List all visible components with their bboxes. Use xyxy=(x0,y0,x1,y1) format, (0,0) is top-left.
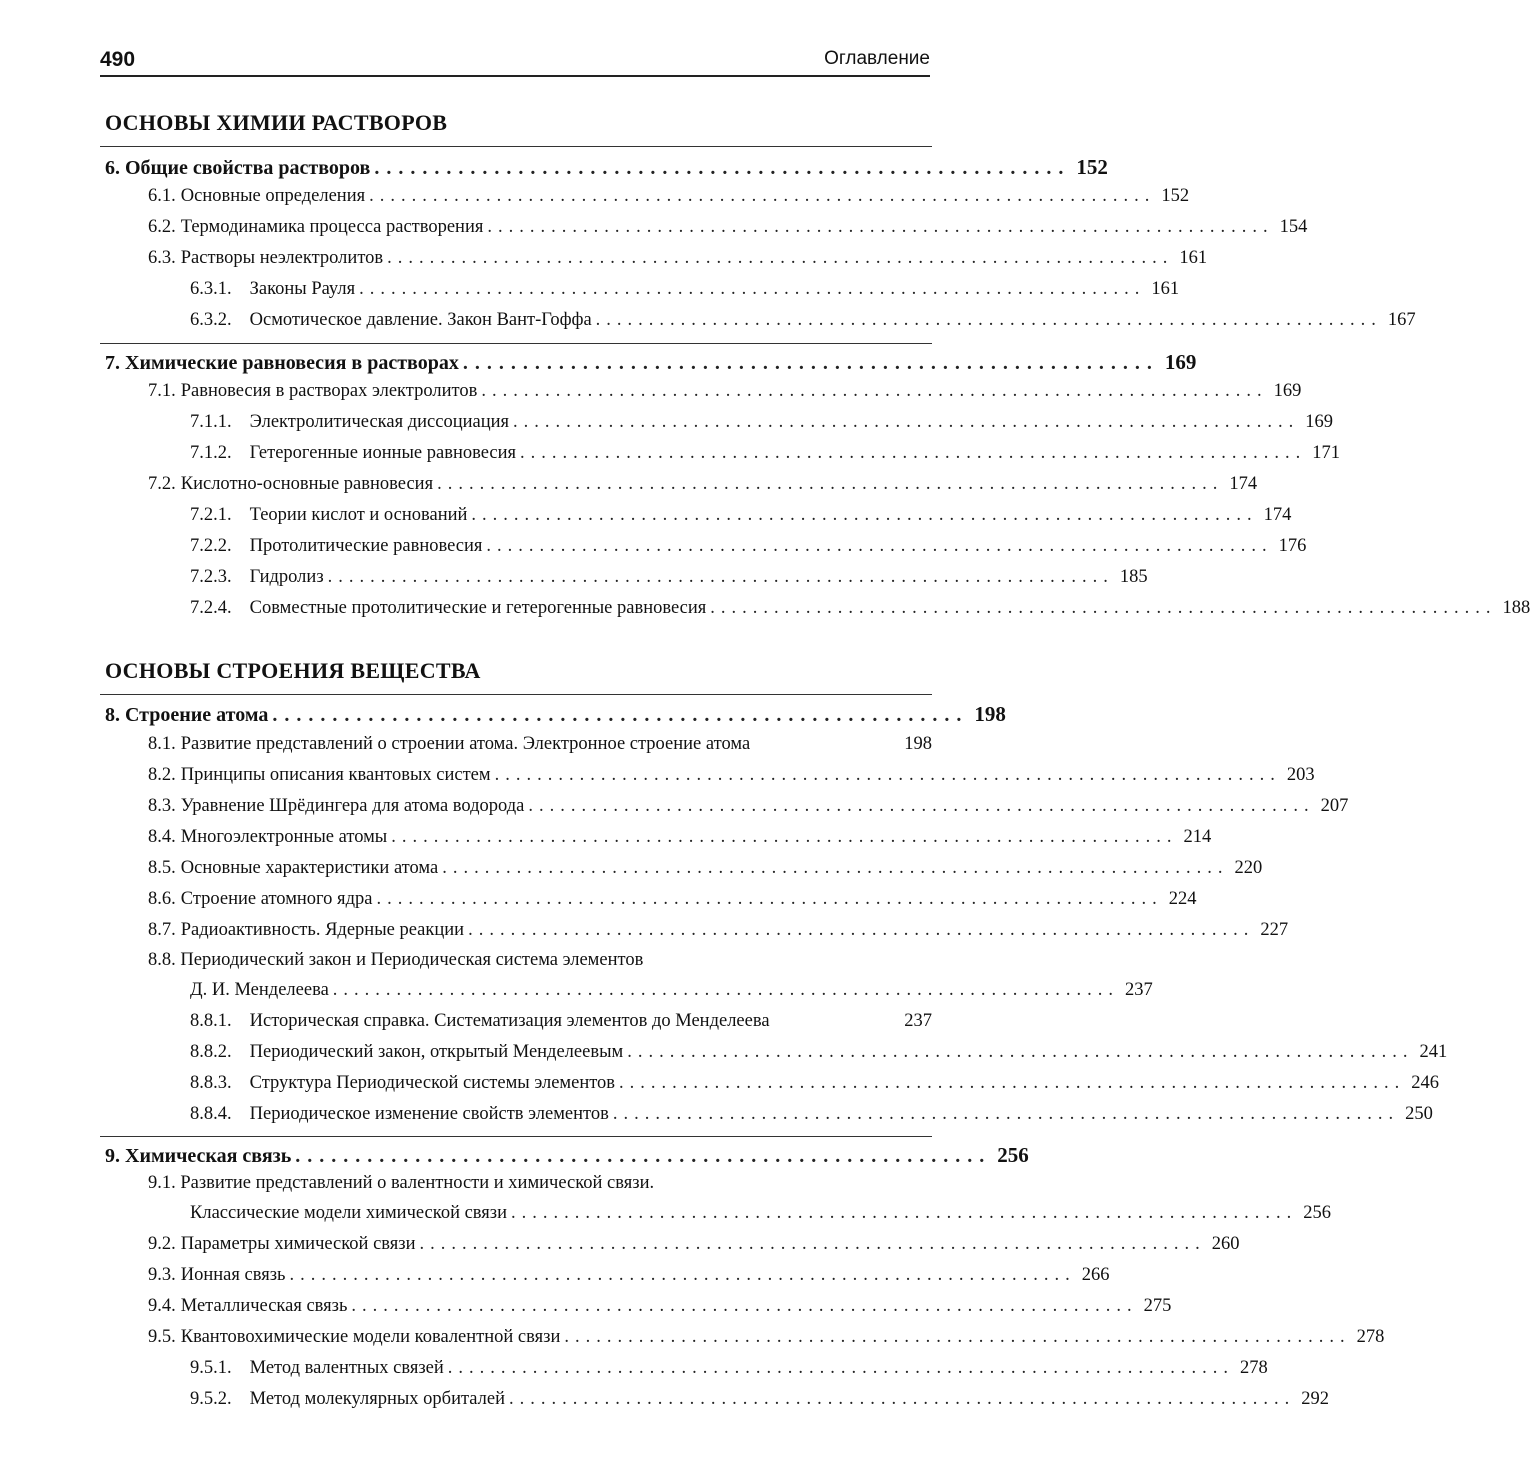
leader-dots: .......................................................................... xyxy=(509,1389,1296,1409)
toc-chapter-9[interactable]: 9. Химическая связь .......................................................... 256 xyxy=(105,1143,1029,1167)
leader-dots: .......................................................................... xyxy=(437,474,1224,494)
toc-subsection-7-2-1[interactable]: 7.2.1. Теории кислот и оснований .......................................................................... 174 xyxy=(190,505,1292,525)
toc-section-9-2[interactable]: 9.2. Параметры химической связи .......................................................................... 260 xyxy=(148,1234,1240,1254)
toc-subsection-9-5-1[interactable]: 9.5.1. Метод валентных связей .......................................................................... 278 xyxy=(190,1358,1268,1378)
toc-section-8-7[interactable]: 8.7. Радиоактивность. Ядерные реакции .......................................................................... 227 xyxy=(148,920,1289,940)
toc-subsection-8-8-2[interactable]: 8.8.2. Периодический закон, открытый Менделеевым .......................................................................... 241 xyxy=(190,1042,1448,1062)
page-ref: 198 xyxy=(974,702,1006,726)
toc-subsection-6-3-1[interactable]: 6.3.1. Законы Рауля .......................................................................... 161 xyxy=(190,279,1180,299)
toc-section-7-1[interactable]: 7.1. Равновесия в растворах электролитов .......................................................................... 169 xyxy=(148,381,1302,401)
leader-dots: .......................................................................... xyxy=(487,217,1274,237)
toc-subsection-7-2-2[interactable]: 7.2.2. Протолитические равновесия .......................................................................... 176 xyxy=(190,536,1307,556)
leader-dots: .......................................................................... xyxy=(419,1234,1206,1254)
section-rule xyxy=(100,343,932,344)
toc-section-8-8-second-line[interactable]: Д. И. Менделеева .......................................................................... 237 xyxy=(190,980,1153,1000)
toc-section-8-3[interactable]: 8.3. Уравнение Шрёдингера для атома водорода .......................................................................... 207 xyxy=(148,796,1349,816)
leader-dots: .......................................................................... xyxy=(528,796,1315,816)
part-title: ОСНОВЫ ХИМИИ РАСТВОРОВ xyxy=(105,110,448,135)
leader-dots: .......................................................................... xyxy=(442,858,1229,878)
chapter-title: Строение атома xyxy=(125,704,269,726)
toc-subsection-7-2-4[interactable]: 7.2.4. Совместные протолитические и гетерогенные равновесия .......................................................................... 188 xyxy=(190,598,1530,618)
toc-section-8-5[interactable]: 8.5. Основные характеристики атома .......................................................................... 220 xyxy=(148,858,1263,878)
toc-subsection-7-2-3[interactable]: 7.2.3. Гидролиз .......................................................................... 185 xyxy=(190,567,1148,587)
leader-dots: .......................................................................... xyxy=(564,1327,1351,1347)
toc-section-9-1-first-line[interactable]: 9.1. Развитие представлений о валентности и химической связи. xyxy=(148,1173,655,1193)
toc-subsection-8-8-4[interactable]: 8.8.4. Периодическое изменение свойств элементов .......................................................................... 250 xyxy=(190,1104,1433,1124)
toc-subsection-7-1-2[interactable]: 7.1.2. Гетерогенные ионные равновесия .......................................................................... 171 xyxy=(190,443,1341,463)
leader-dots: .......................................................................... xyxy=(468,920,1255,940)
leader-dots: .......................................................... xyxy=(272,704,969,726)
leader-dots: .......................................................................... xyxy=(289,1265,1076,1285)
toc-section-6-3[interactable]: 6.3. Растворы неэлектролитов .......................................................................... 161 xyxy=(148,248,1208,268)
toc-section-7-2[interactable]: 7.2. Кислотно-основные равновесия .......................................................................... 174 xyxy=(148,474,1258,494)
toc-section-8-8-first-line[interactable]: 8.8. Периодический закон и Периодическая система элементов xyxy=(148,950,644,970)
leader-dots: .......................................................................... xyxy=(520,443,1307,463)
leader-dots: .......................................................................... xyxy=(359,279,1146,299)
chapter-title: Химическая связь xyxy=(125,1145,292,1167)
leader-dots: .......................................................................... xyxy=(710,598,1497,618)
toc-subsection-6-3-2[interactable]: 6.3.2. Осмотическое давление. Закон Вант-Гоффа .......................................................................... 167 xyxy=(190,310,1416,330)
leader-dots: .......................................................................... xyxy=(513,412,1300,432)
leader-dots: .......................................................................... xyxy=(327,567,1114,587)
header-rule xyxy=(100,75,930,77)
toc-chapter-8[interactable]: 8. Строение атома .......................................................... 198 xyxy=(105,702,1006,726)
toc-section-9-4[interactable]: 9.4. Металлическая связь .......................................................................... 275 xyxy=(148,1296,1172,1316)
leader-dots: .......................................................................... xyxy=(471,505,1258,525)
leader-dots: .......................................................................... xyxy=(447,1358,1235,1378)
toc-section-9-1-second-line[interactable]: Классические модели химической связи .......................................................................... 256 xyxy=(190,1203,1332,1223)
chapter-title: Общие свойства растворов xyxy=(125,157,371,179)
toc-section-9-3[interactable]: 9.3. Ионная связь .......................................................................... 266 xyxy=(148,1265,1110,1285)
toc-section-8-1[interactable]: 8.1. Развитие представлений о строении атома. Электронное строение атома 198 xyxy=(148,734,932,754)
toc-subsection-8-8-1[interactable]: 8.8.1. Историческая справка. Систематизация элементов до Менделеева 237 xyxy=(190,1011,932,1031)
leader-dots: .......................................................................... xyxy=(511,1203,1298,1223)
leader-dots: .......................................................................... xyxy=(595,310,1382,330)
toc-chapter-6[interactable]: 6. Общие свойства растворов .......................................................... 152 xyxy=(105,155,1108,179)
running-title: Оглавление xyxy=(824,48,930,69)
leader-dots: .......................................................................... xyxy=(619,1073,1406,1093)
toc-section-8-2[interactable]: 8.2. Принципы описания квантовых систем .......................................................................... 203 xyxy=(148,765,1315,785)
toc-section-8-6[interactable]: 8.6. Строение атомного ядра .......................................................................... 224 xyxy=(148,889,1197,909)
toc-section-8-4[interactable]: 8.4. Многоэлектронные атомы .......................................................................... 214 xyxy=(148,827,1212,847)
running-header xyxy=(100,44,930,76)
leader-dots: .......................................................................... xyxy=(387,248,1174,268)
toc-chapter-7[interactable]: 7. Химические равновесия в растворах .......................................................... 169 xyxy=(105,350,1197,374)
leader-dots: .......................................................................... xyxy=(486,536,1273,556)
leader-dots: .......................................................................... xyxy=(481,381,1268,401)
chapter-title: Химические равновесия в растворах xyxy=(125,352,459,374)
leader-dots: .......................................................................... xyxy=(376,889,1163,909)
page-ref: 169 xyxy=(1164,350,1197,374)
toc-subsection-7-1-1[interactable]: 7.1.1. Электролитическая диссоциация .......................................................................... 169 xyxy=(190,412,1334,432)
leader-dots: .......................................................................... xyxy=(391,827,1178,847)
toc-subsection-8-8-3[interactable]: 8.8.3. Структура Периодической системы элементов .......................................................................... 246 xyxy=(190,1073,1440,1093)
section-rule xyxy=(100,694,932,695)
leader-dots: .......................................................... xyxy=(462,352,1159,374)
part-title: ОСНОВЫ СТРОЕНИЯ ВЕЩЕСТВА xyxy=(105,658,481,683)
leader-dots: .......................................................................... xyxy=(627,1042,1414,1062)
leader-dots: .......................................................................... xyxy=(369,186,1156,206)
leader-dots: .......................................................... xyxy=(295,1145,992,1167)
leader-dots: .......................................................................... xyxy=(612,1104,1400,1124)
section-rule xyxy=(100,146,932,147)
page-number: 490 xyxy=(100,48,136,71)
toc-section-6-1[interactable]: 6.1. Основные определения .......................................................................... 152 xyxy=(148,186,1190,206)
section-rule xyxy=(100,1136,932,1137)
leader-dots: .......................................................... xyxy=(374,157,1071,179)
leader-dots: .......................................................................... xyxy=(332,980,1120,1000)
toc-section-6-2[interactable]: 6.2. Термодинамика процесса растворения .......................................................................... 154 xyxy=(148,217,1308,237)
toc-subsection-9-5-2[interactable]: 9.5.2. Метод молекулярных орбиталей .......................................................................... 292 xyxy=(190,1389,1329,1409)
toc-section-9-5[interactable]: 9.5. Квантовохимические модели ковалентной связи .......................................................................... 278 xyxy=(148,1327,1385,1347)
page-ref: 152 xyxy=(1076,155,1108,179)
leader-dots: .......................................................................... xyxy=(494,765,1281,785)
leader-dots: .......................................................................... xyxy=(351,1296,1138,1316)
page-ref: 256 xyxy=(997,1143,1029,1167)
